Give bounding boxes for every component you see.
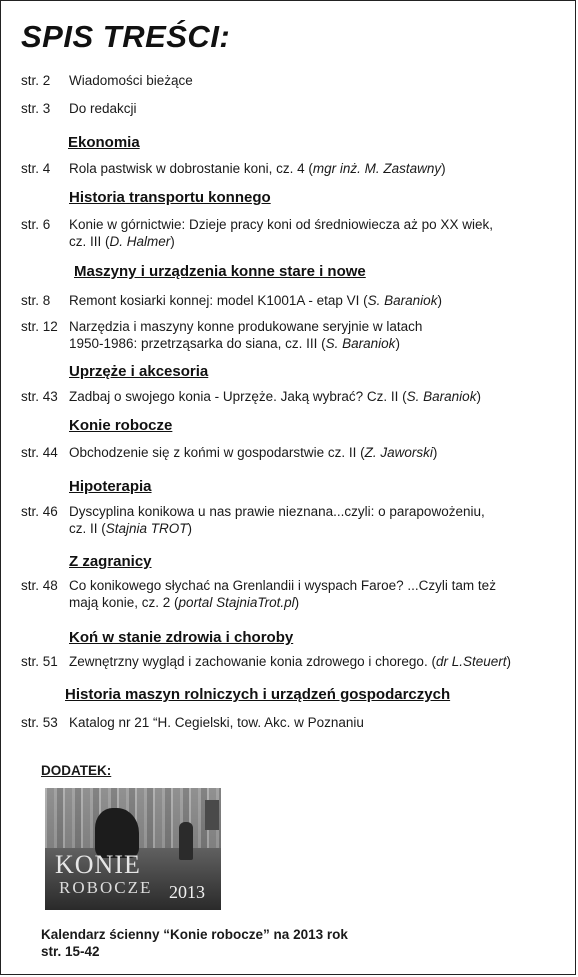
- entry-author: mgr inż. M. Zastawny: [312, 161, 442, 176]
- entry-title-cont: mają konie, cz. 2 (: [69, 595, 179, 610]
- cover-title-line1: KONIE: [55, 850, 141, 879]
- entry-paren: ): [441, 161, 446, 176]
- toc-entry: [21, 444, 561, 461]
- entry-paren: ): [432, 445, 438, 460]
- entry-title-cont: 1950-1986: przetrząsarka do siana, cz. III (: [69, 336, 326, 351]
- entry-title: Remont kosiarki konnej: model K1001A - etap VI (: [69, 293, 368, 308]
- entry-paren: ): [395, 336, 400, 351]
- page-number: str. 8: [21, 293, 51, 308]
- entry-title: Wiadomości bieżące: [69, 73, 193, 88]
- cover-title-line2: ROBOCZE: [59, 878, 153, 897]
- toc-entry: [21, 577, 561, 611]
- section-heading-uprzeze: Uprzęże i akcesoria: [69, 363, 209, 380]
- entry-paren: ): [170, 234, 175, 249]
- entry-author: dr L.Steuert: [435, 654, 507, 669]
- page-number: str. 2: [21, 73, 51, 88]
- supplement-heading: DODATEK:: [41, 763, 112, 778]
- section-heading-konie-robocze: Konie robocze: [69, 417, 173, 434]
- entry-author: Stajnia TROT: [105, 521, 188, 536]
- entry-title: Obchodzenie się z końmi w gospodarstwie cz. II (: [69, 445, 365, 460]
- entry-paren: ): [437, 293, 442, 308]
- section-heading-historia-maszyn: Historia maszyn rolniczych i urządzeń gospodarczych: [65, 686, 451, 703]
- toc-entry: [21, 72, 561, 89]
- supplement-caption: [41, 926, 348, 960]
- page-number: str. 44: [21, 445, 58, 460]
- toc-entry: [21, 292, 561, 309]
- entry-title: Narzędzia i maszyny konne produkowane seryjnie w latach: [69, 319, 423, 334]
- entry-title: Konie w górnictwie: Dzieje pracy koni od średniowiecza aż po XX wiek,: [69, 217, 493, 232]
- page-title: SPIS TREŚCI:: [21, 19, 231, 54]
- entry-title-cont: cz. III (: [69, 234, 110, 249]
- page-number: str. 46: [21, 504, 58, 519]
- entry-title: Co konikowego słychać na Grenlandii i wyspach Faroe? ...Czyli tam też: [69, 578, 496, 593]
- entry-title: Do redakcji: [69, 101, 137, 116]
- page-number: str. 3: [21, 101, 51, 116]
- page-number: str. 12: [21, 319, 58, 334]
- toc-entry: [21, 714, 561, 731]
- entry-paren: ): [506, 654, 511, 669]
- toc-entry: [21, 100, 561, 117]
- entry-title: Zewnętrzny wygląd i zachowanie konia zdrowego i chorego. (: [69, 654, 436, 669]
- entry-paren: ): [294, 595, 300, 610]
- toc-entry: [21, 653, 561, 670]
- toc-entry: [21, 216, 561, 250]
- entry-author: S. Baraniok: [325, 336, 396, 351]
- entry-author: Z. Jaworski: [364, 445, 433, 460]
- page-number: str. 6: [21, 217, 51, 232]
- page-number: str. 51: [21, 654, 58, 669]
- cover-year: 2013: [169, 882, 205, 902]
- farmer-shape: [179, 822, 193, 860]
- toc-entry: [21, 160, 561, 177]
- entry-title: Dyscyplina konikowa u nas prawie nieznana...czyli: o parapowożeniu,: [69, 504, 485, 519]
- entry-paren: ): [187, 521, 193, 536]
- toc-entry: [21, 318, 561, 352]
- section-heading-maszyny: Maszyny i urządzenia konne stare i nowe: [74, 263, 366, 280]
- page-number: str. 4: [21, 161, 51, 176]
- entry-title-cont: cz. II (: [69, 521, 106, 536]
- entry-title: Katalog nr 21 “H. Cegielski, tow. Akc. w Poznaniu: [69, 715, 364, 730]
- page-number: str. 53: [21, 715, 58, 730]
- toc-entry: [21, 388, 561, 405]
- entry-paren: ): [476, 389, 481, 404]
- entry-title: Rola pastwisk w dobrostanie koni, cz. 4 (: [69, 161, 313, 176]
- section-heading-kon-w-stanie-zdrowia: Koń w stanie zdrowia i choroby: [69, 629, 294, 646]
- page-number: str. 48: [21, 578, 58, 593]
- calendar-cover-image: [45, 788, 221, 910]
- entry-author: portal StajniaTrot.pl: [178, 595, 295, 610]
- section-heading-ekonomia: Ekonomia: [68, 134, 140, 151]
- section-heading-hipoterapia: Hipoterapia: [69, 478, 152, 495]
- caption-line1: Kalendarz ścienny “Konie robocze” na 2013 rok: [41, 927, 348, 942]
- toc-entry: [21, 503, 561, 537]
- windmill-shape: [205, 800, 219, 830]
- section-heading-z-zagranicy: Z zagranicy: [69, 553, 152, 570]
- entry-author: S. Baraniok: [367, 293, 438, 308]
- entry-title: Zadbaj o swojego konia - Uprzęże. Jaką wybrać? Cz. II (: [69, 389, 407, 404]
- page-number: str. 43: [21, 389, 58, 404]
- entry-author: S. Baraniok: [406, 389, 477, 404]
- entry-author: D. Halmer: [109, 234, 171, 249]
- section-heading-historia-transportu: Historia transportu konnego: [69, 189, 271, 206]
- caption-line2: str. 15-42: [41, 944, 100, 959]
